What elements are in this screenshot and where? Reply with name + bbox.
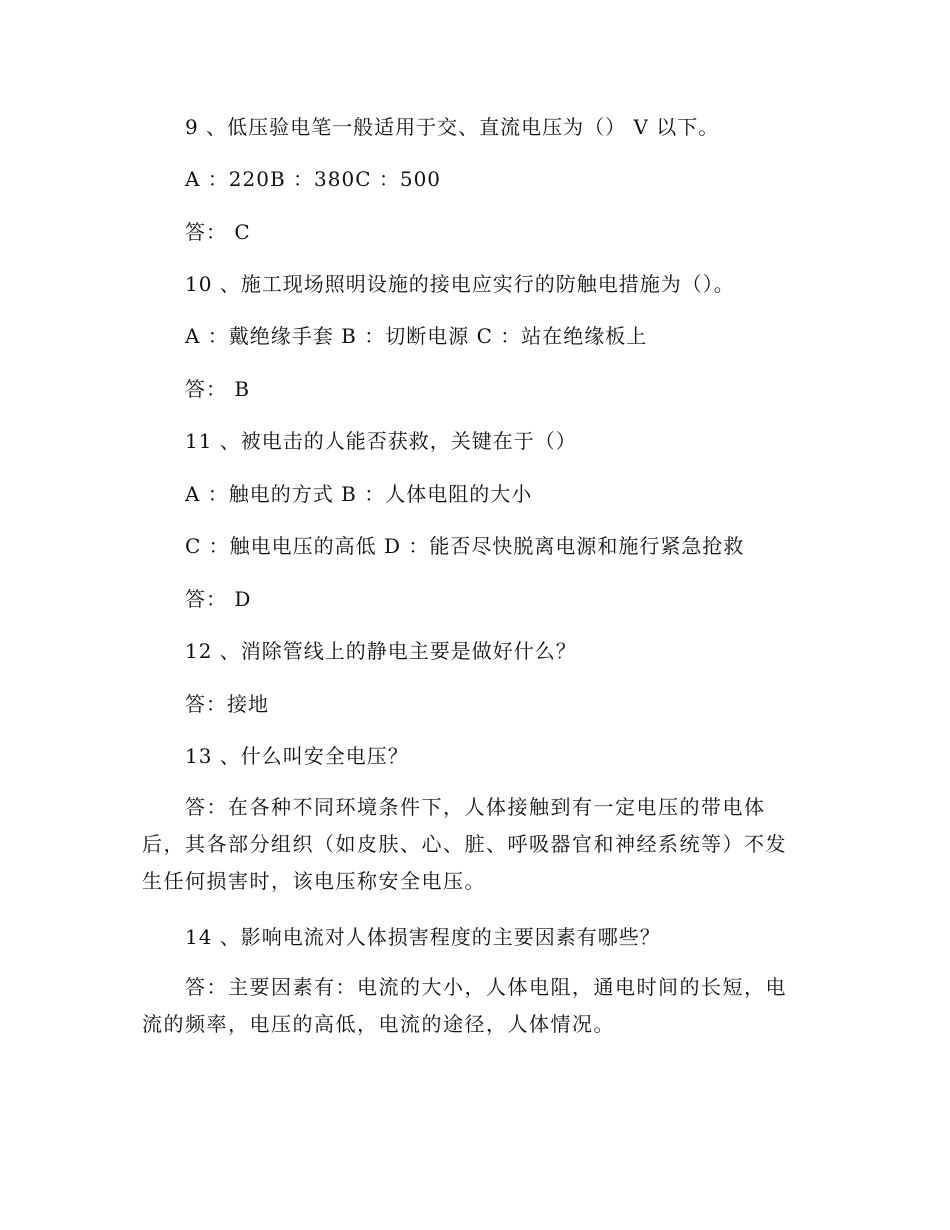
- question-10-options: A ：戴绝缘手套 B ：切断电源 C ：站在绝缘板上: [185, 324, 648, 348]
- question-14-answer: 答：主要因素有：电流的大小，人体电阻，通电时间的长短，电流的频率，电压的高低，电流的途径，人体情况。: [142, 975, 787, 1036]
- question-13: 13 、什么叫安全电压？: [185, 744, 409, 768]
- question-9: 9 、低压验电笔一般适用于交、直流电压为（） V 以下。: [185, 115, 720, 139]
- question-10: 10 、施工现场照明设施的接电应实行的防触电措施为（）。: [185, 272, 735, 296]
- question-11-answer: 答： D: [185, 587, 252, 611]
- question-11: 11 、被电击的人能否获救，关键在于（）: [185, 429, 577, 453]
- question-9-answer: 答： C: [185, 220, 251, 244]
- question-14: 14 、影响电流对人体损害程度的主要因素有哪些？: [185, 925, 661, 949]
- question-12: 12 、消除管线上的静电主要是做好什么？: [185, 639, 577, 663]
- question-10-answer: 答： B: [185, 377, 251, 401]
- question-13-answer: 答：在各种不同环境条件下，人体接触到有一定电压的带电体后，其各部分组织（如皮肤、心、脏、呼吸器官和神经系统等）不发生任何损害时，该电压称安全电压。: [142, 795, 787, 893]
- question-12-answer: 答：接地: [185, 692, 269, 716]
- question-11-options-1: A ：触电的方式 B ：人体电阻的大小: [185, 482, 533, 506]
- question-11-options-2: C ：触电电压的高低 D ：能否尽快脱离电源和施行紧急抢救: [185, 534, 745, 558]
- question-9-options: A ：220B ：380C ：500: [185, 167, 442, 191]
